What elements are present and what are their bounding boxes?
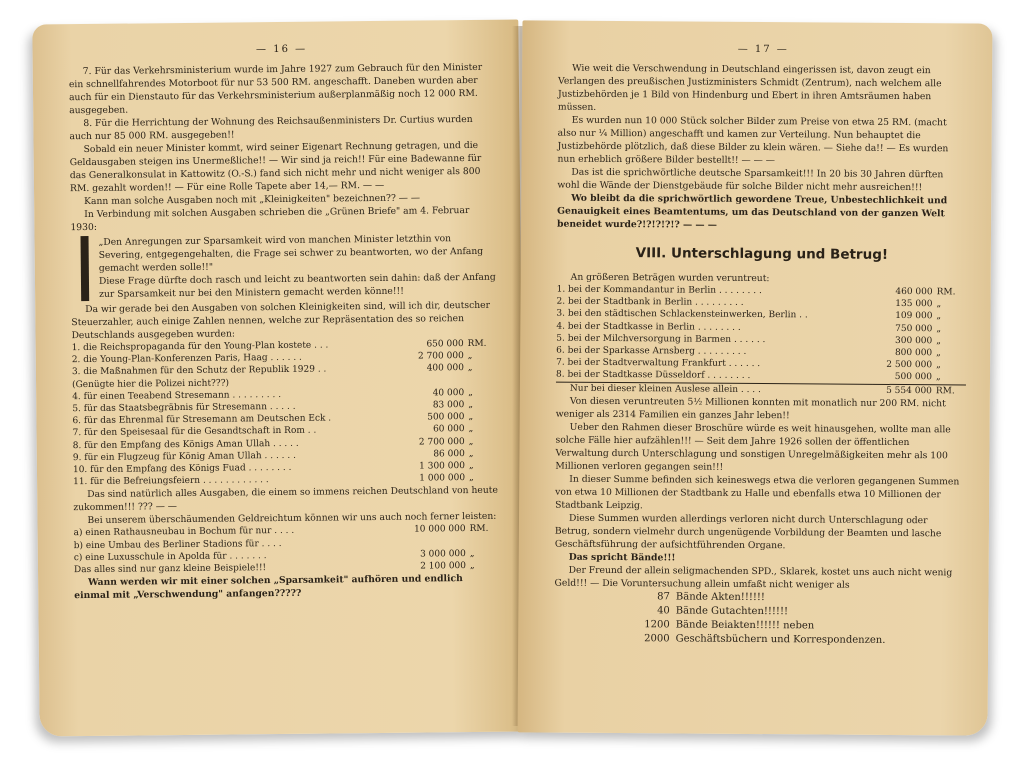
- cell-label: 1. bei der Kommandantur in Berlin . . . . . . . .: [556, 284, 762, 297]
- cell-value: 800 000: [894, 347, 933, 359]
- cell-label: Das alles sind nur ganz kleine Beispiele!!!: [73, 563, 267, 576]
- total-value: 5 554 000: [886, 385, 932, 396]
- cell-unit: „: [468, 460, 474, 472]
- cell-label: 10. für den Empfang des Königs Fuad . . . . . . . .: [72, 462, 292, 476]
- cell-unit: „: [936, 360, 941, 371]
- cell-value: 86 000: [433, 448, 465, 460]
- cell-unit: „: [468, 412, 474, 423]
- cell-label: b) eine Umbau des Berliner Stadions für . . . .: [73, 538, 282, 551]
- cell-unit: RM.: [936, 287, 956, 298]
- cell-unit: „: [468, 424, 474, 435]
- cell-value: 3 000 000: [419, 548, 466, 560]
- paragraph: 8. Für die Herrichtung der Wohnung des Reichsaußenministers Dr. Curtius wurden auch nur 85 000 RM. ausgegeben!!: [69, 113, 473, 143]
- cell-label: 6. für das Ehrenmal für Stresemann am Deutschen Eck .: [72, 413, 332, 427]
- paragraph: Das ist die sprichwörtliche deutsche Sparsamkeit!!! In 20 bis 30 Jahren dürften wohl die Wände der Dienstgebäude für solche Bilder nicht mehr ausreichen!!!: [557, 166, 944, 194]
- quote-block: [81, 232, 498, 301]
- cell-label: 4. für einen Teeabend Stresemann . . . . . . . . .: [72, 389, 282, 402]
- cell-value: 400 000: [426, 363, 464, 374]
- paragraph: In dieser Summe befinden sich keineswegs etwa die verloren gegangenen Summen von etwa 10 Millionen der Stadtbank zu Halle und ebenfalls etwa 10 Millionen der Stadtbank Leipzig.: [555, 473, 960, 512]
- paragraph: Das spricht Bände!!!: [568, 551, 676, 564]
- cell-unit: RM.: [469, 524, 489, 535]
- paragraph: In Verbindung mit solchen Ausgaben schrieben die „Grünen Briefe" am 4. Februar 1930:: [70, 204, 470, 234]
- paragraph: Diese Frage dürfte doch rasch und leicht zu beantworten sein dahin: daß der Anfang zur Sparsamkeit nur bei den Ministern gemacht werden könne!!!: [98, 271, 496, 300]
- cell-label: 3. die Maßnahmen für den Schutz der Republik 1929 . .: [71, 364, 327, 378]
- cell-label: 9. für ein Flugzeug für König Aman Ullah . . . . . .: [72, 450, 297, 463]
- paragraph: Ueber den Rahmen dieser Broschüre würde es weit hinausgehen, wollte man alle solche Fälle hier aufzählen!!! — Seit dem Jahre 1926 sollen der öffentlichen Verwaltung durch Unterschlagung und sonstigen Unregelmäßigkeiten mehr als 100 Millionen verloren gegangen sein!!!: [555, 421, 951, 473]
- cell-unit: „: [468, 448, 474, 459]
- paragraph: Da wir gerade bei den Ausgaben von solchen Kleinigkeiten sind, will ich dir, deutscher Steuerzahler, auch einige Zahlen nennen, welche zur Repräsentation des so reichen Deutschlands ausgegeben wurden:: [71, 299, 491, 342]
- cell-label: (Genügte hier die Polizei nicht???): [72, 378, 230, 390]
- paragraph: Von diesen veruntreuten 5½ Millionen konnten mit monatlich nur 200 RM. nicht weniger als 2314 Familien ein ganzes Jahr leben!!: [555, 395, 946, 422]
- cell-value: 2 500 000: [886, 360, 933, 371]
- paragraph: Sobald ein neuer Minister kommt, wird seiner Eigenart Rechnung getragen, und die Geldausgaben steigen ins Unermeßliche!! — Wir sind ja reich!! Für eine Badewanne für das Generalkonsulat in Kattowitz (O.-S.) fand sich nicht mehr und nicht weniger als 800 RM. gezahlt worden!! — Für eine Rolle Tapete aber 14,— RM. — —: [69, 139, 482, 195]
- cell-unit: „: [467, 363, 473, 374]
- cell-unit: [470, 535, 500, 548]
- cell-unit: „: [936, 311, 942, 322]
- cell-label: c) eine Luxusschule in Apolda für . . . . . . .: [73, 550, 267, 564]
- cell-label: 6. bei der Sparkasse Arnsberg . . . . . . . . .: [556, 345, 747, 357]
- cell-unit: „: [936, 336, 941, 347]
- cell-label: 5. für das Staatsbegräbnis für Stresemann . . . . .: [72, 401, 296, 415]
- cell-label: 3. bei den städtischen Schlackensteinwerken, Berlin . .: [556, 309, 808, 321]
- cell-label: 4. bei der Stadtkasse in Berlin . . . . . . . .: [556, 321, 741, 333]
- cell-value: [390, 536, 470, 549]
- cell-label: 8. für den Empfang des Königs Aman Ullah . . . . .: [72, 438, 299, 451]
- page-number: — 17 —: [737, 43, 789, 56]
- cell-unit: „: [936, 348, 941, 359]
- cell-unit: „: [468, 399, 474, 411]
- page-right: [518, 20, 993, 735]
- expenses-table: [72, 338, 500, 489]
- cell-value: 500 000: [894, 372, 933, 383]
- cell-value: 40 000: [432, 387, 465, 399]
- list-item: [644, 590, 885, 606]
- open-booklet: [28, 22, 996, 734]
- closing-question: Wann werden wir mit einer solchen „Sparsamkeit" aufhören und endlich einmal mit „Verschwendung" anfangen?????: [74, 573, 463, 602]
- cell-value: 1 300 000: [419, 461, 465, 472]
- cell-unit: „: [936, 323, 942, 334]
- cell-unit: „: [935, 372, 941, 383]
- volume-count: 87: [657, 591, 670, 603]
- cell-label: 8. bei der Stadtkasse Düsseldorf . . . . . . . .: [555, 370, 751, 382]
- volume-count: 1200: [644, 619, 670, 631]
- cell-value: 83 000: [432, 400, 465, 411]
- cell-label: 7. für den Speisesaal für die Gesandtschaft in Rom . .: [72, 426, 317, 439]
- volume-text: Bände Akten!!!!!!: [675, 591, 765, 603]
- paragraph: Der Freund der allein seligmachenden SPD., Sklarek, kostet uns auch nicht wenig Geld!!! — Die Voruntersuchung allein umfaßt nicht weniger als: [554, 564, 953, 591]
- cell-label: 1. die Reichspropaganda für den Young-Plan kostete . . .: [71, 340, 329, 354]
- cell-label: 2. die Young-Plan-Konferenzen Paris, Haag . . . . . .: [71, 352, 302, 366]
- volumes-list: [644, 590, 886, 648]
- cell-value: 10 000 000: [414, 524, 466, 536]
- section-heading: VIII. Unterschlagung und Betrug!: [635, 245, 889, 263]
- list-item: [644, 604, 885, 620]
- cell-unit: [468, 374, 498, 387]
- embezzlement-table: [556, 284, 967, 398]
- page-left: [32, 19, 525, 736]
- quote-text: „Den Anregungen zur Sparsamkeit wird von manchen Minister letzthin von Severing, entgegengehalten, die Frage sei schwer zu beantworten, wo der Anfang gemacht werden solle!!": [98, 233, 484, 274]
- cell-unit: „: [467, 351, 473, 362]
- cell-value: 135 000: [895, 299, 933, 310]
- paragraph: Kann man solche Ausgaben noch mit „Kleinigkeiten" bezeichnen?? — —: [84, 192, 421, 208]
- cell-value: 109 000: [895, 311, 933, 322]
- paragraph: Wie weit die Verschwendung in Deutschland eingerissen ist, davon zeugt ein Verlangen des preußischen Justizministers Schmidt (Zentrum), nach welchem alle Justizbehörden je 1 Bild von Hindenburg und Ebert in ihren Amtsräumen haben müssen.: [557, 62, 942, 113]
- cell-value: 1 000 000: [419, 473, 466, 484]
- cell-value: 300 000: [895, 335, 933, 347]
- cell-value: 2 700 000: [417, 351, 464, 362]
- paragraph: An größeren Beträgen wurden veruntreut:: [570, 271, 770, 285]
- cell-value: 650 000: [426, 339, 464, 350]
- cell-value: 460 000: [895, 286, 933, 298]
- cell-unit: „: [469, 561, 475, 572]
- cell-unit: „: [469, 473, 474, 484]
- cell-value: 750 000: [895, 323, 933, 334]
- extra-expenses-table: [74, 523, 500, 576]
- cell-value: 2 100 000: [420, 561, 467, 572]
- total-label: Nur bei dieser kleinen Auslese allein . . . .: [569, 383, 761, 395]
- cell-label: 2. bei der Stadtbank in Berlin . . . . . . . . .: [556, 296, 744, 309]
- cell-label: a) einen Rathausneubau in Bochum für nur . . . .: [73, 526, 295, 539]
- cell-value: 2 700 000: [418, 436, 465, 448]
- total-unit: RM.: [935, 385, 955, 397]
- paragraph: Es wurden nun 10 000 Stück solcher Bilder zum Preise von etwa 25 RM. (macht also nur ¼ Million) angeschafft und kamen zur Verteilung. Nun behauptet die Justizbehörde plötzlich, daß diese Bilder zu klein wären. — Siehe da!! — Es wurden nun erheblich größere Bilder bestellt!! — — —: [557, 114, 949, 167]
- cell-label: 7. bei der Stadtverwaltung Frankfurt . . . . . .: [556, 357, 761, 370]
- volume-count: 40: [657, 605, 670, 617]
- cell-unit: „: [469, 548, 475, 559]
- cell-unit: „: [468, 436, 474, 447]
- cell-unit: „: [468, 387, 473, 398]
- cell-label: 11. für die Befreiungsfeiern . . . . . . . . . . . .: [73, 475, 269, 488]
- paragraph: Diese Summen wurden allerdings verloren nicht durch Unterschlagung oder Betrug, sondern vielmehr durch ungenügende Vorbildung der Beamten und lasche Geschäftsführung der aufsichtführenden Organe.: [554, 512, 942, 552]
- volume-text: Bände Beiakten!!!!!! neben: [675, 619, 815, 632]
- cell-value: 60 000: [432, 424, 465, 435]
- list-item: [644, 618, 885, 634]
- cell-unit: „: [936, 299, 942, 310]
- volume-count: 2000: [644, 633, 670, 645]
- volume-text: Geschäftsbüchern und Korrespondenzen.: [675, 633, 886, 646]
- cell-unit: RM.: [467, 338, 487, 350]
- paragraph: Bei unserem überschäumenden Geldreichtum können wir uns auch noch ferner leisten:: [87, 511, 497, 527]
- paragraph: Das sind natürlich alles Ausgaben, die einem so immens reichen Deutschland von heute zukommen!!! ??? — —: [73, 485, 498, 514]
- cell-value: [404, 375, 468, 388]
- paragraph: Wo bleibt da die sprichwörtlich gewordene Treue, Unbestechlichkeit und Genauigkeit eines Beamtentums, um das Deutschland von der ganzen Welt beneidet wurde?!?!?!?!? — — —: [557, 192, 948, 231]
- paragraph: 7. Für das Verkehrsministerium wurde im Jahre 1927 zum Gebrauch für den Minister ein schnellfahrendes Motorboot für nur 53 500 RM. angeschafft. Daneben wurden aber auch für ein Dienstauto für das Verkehrsministerium außerplanmäßig noch 12 000 RM. ausgegeben.: [68, 61, 483, 117]
- page-number: — 16 —: [255, 43, 308, 56]
- cell-value: 500 000: [427, 412, 465, 423]
- list-item: [644, 632, 885, 648]
- cell-label: 5. bei der Milchversorgung in Barmen . . . . . .: [556, 333, 766, 345]
- volume-text: Bände Gutachten!!!!!!: [675, 605, 789, 618]
